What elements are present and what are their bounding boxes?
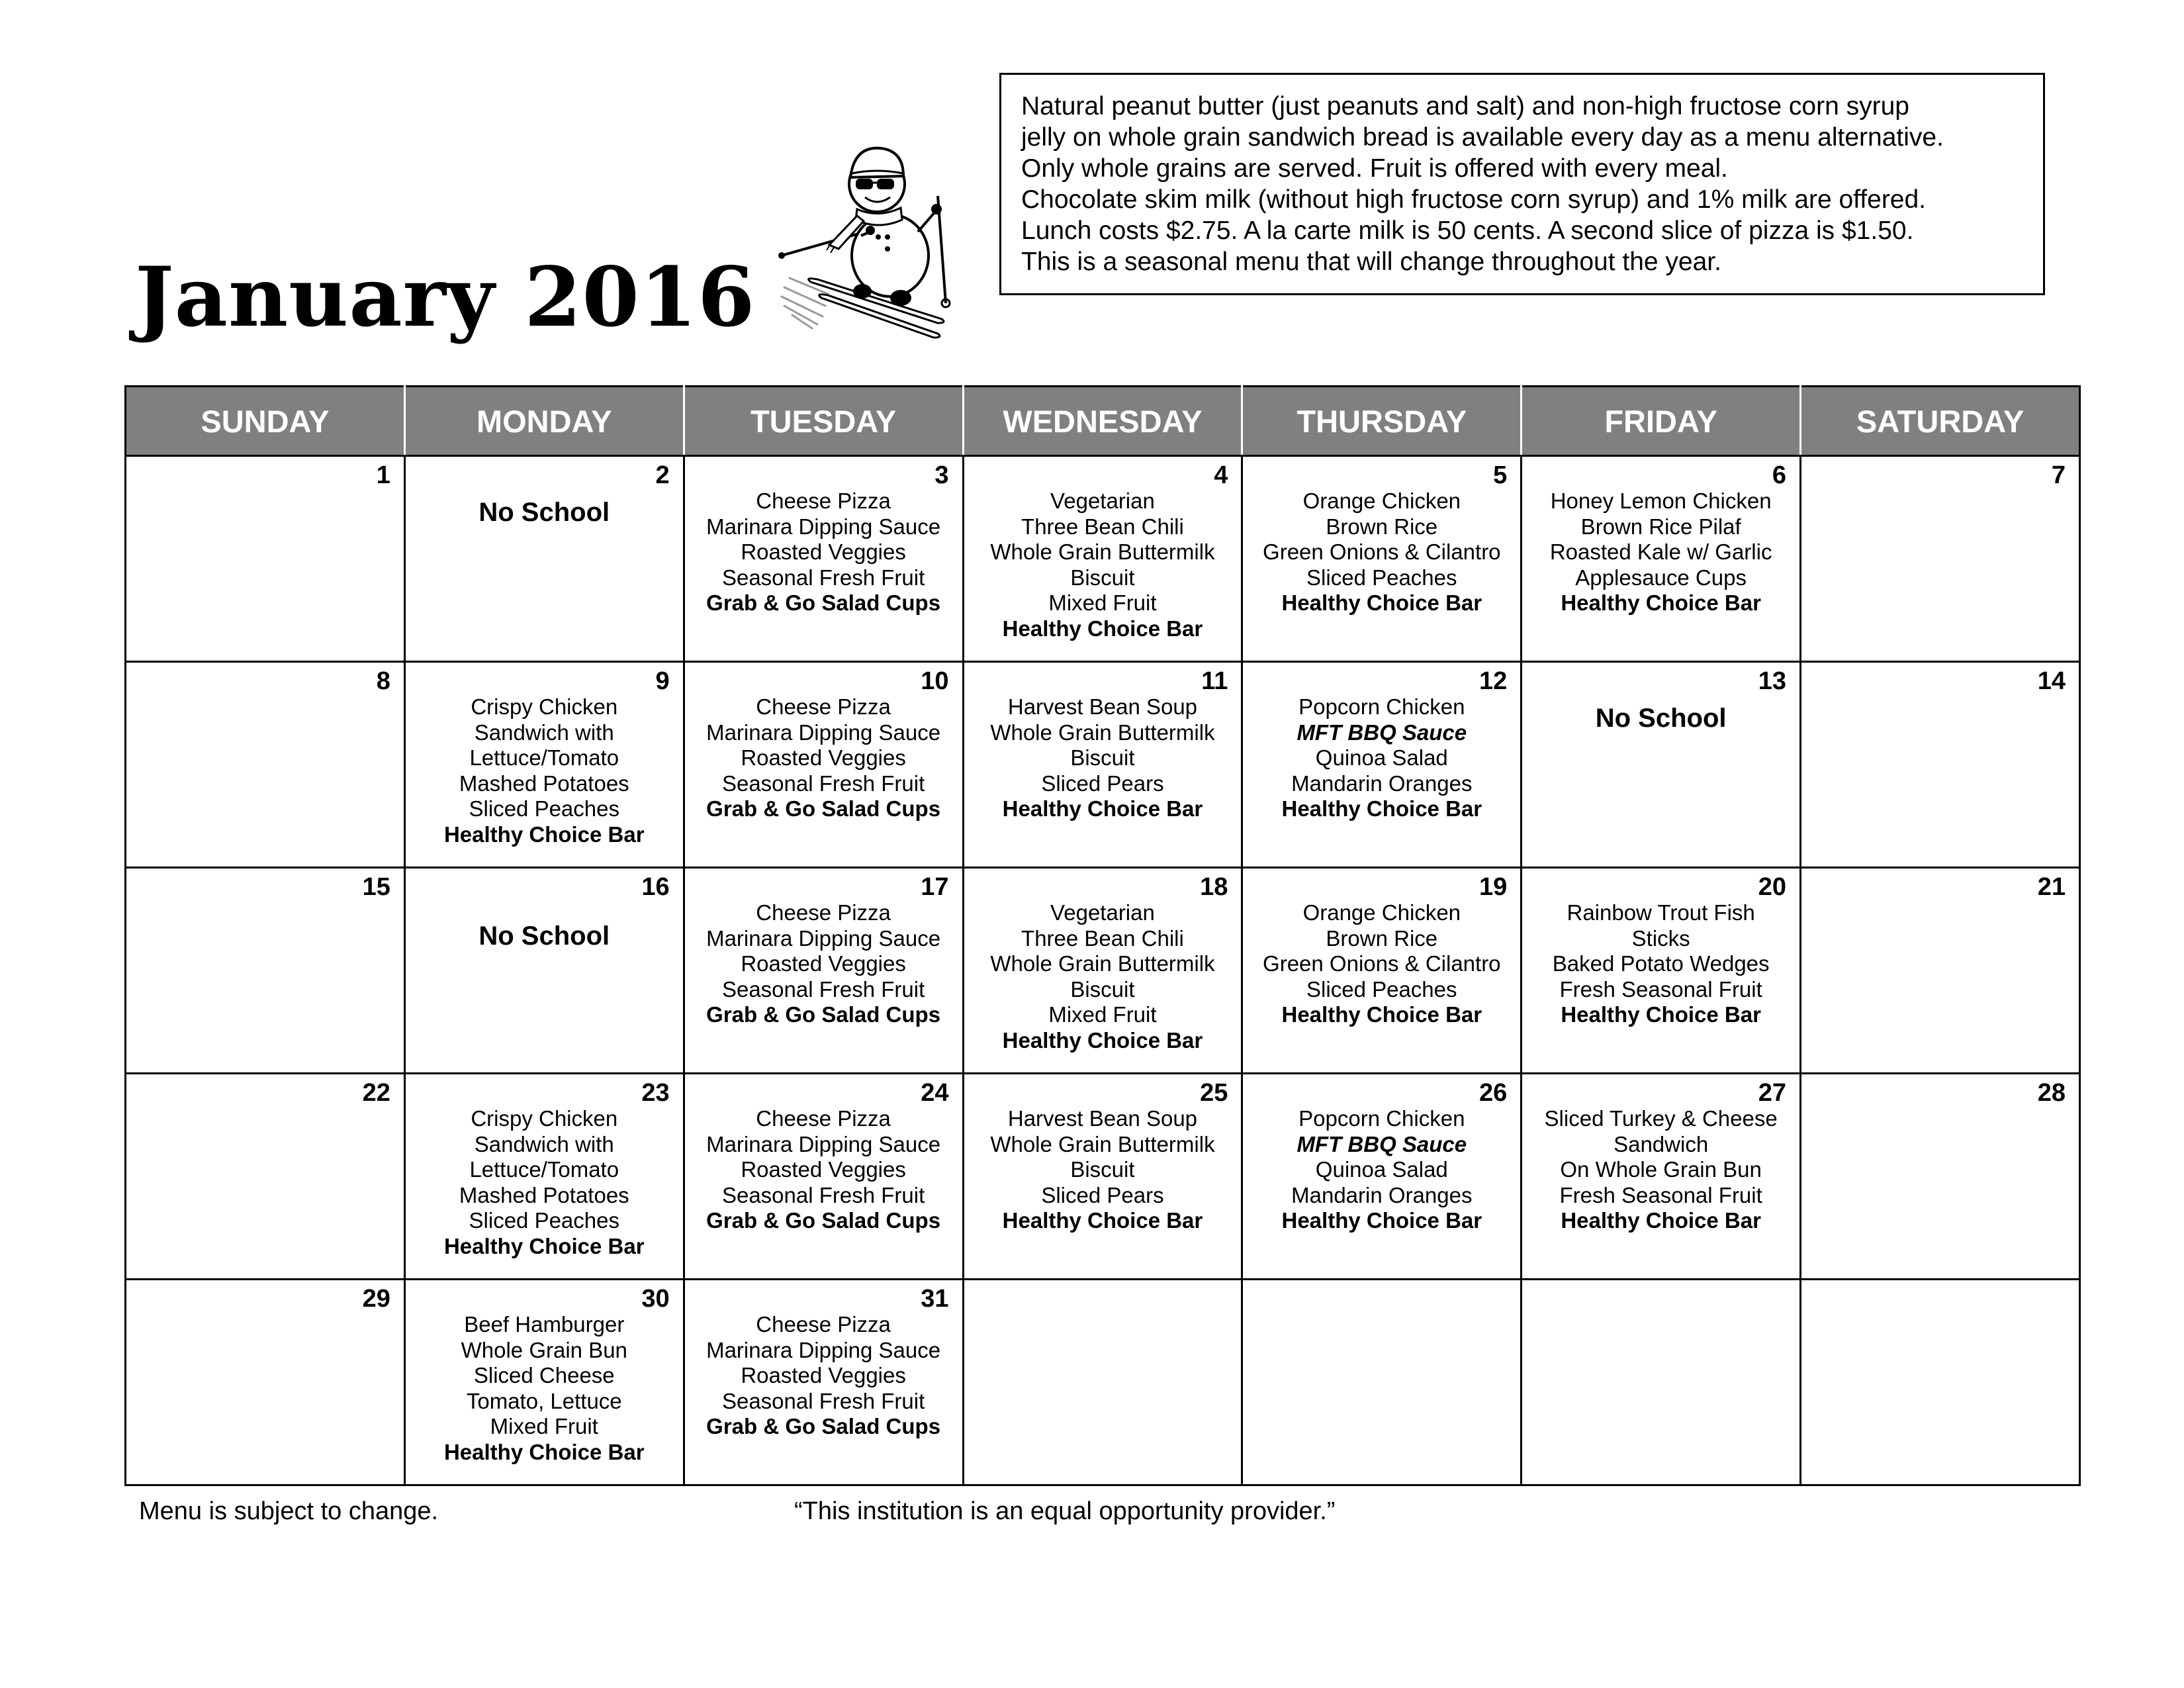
notice-line: This is a seasonal menu that will change throughout the year.	[1021, 248, 1721, 276]
day-number: 3	[934, 461, 949, 489]
calendar-day-cell	[126, 1280, 405, 1485]
calendar-day-cell	[1801, 868, 2080, 1074]
calendar-day-cell	[684, 456, 963, 662]
menu-item: Seasonal Fresh Fruit	[721, 771, 925, 796]
notice-line: Only whole grains are served. Fruit is offered with every meal.	[1021, 154, 1728, 183]
menu-item: Popcorn Chicken	[1298, 694, 1465, 719]
menu-item: Roasted Veggies	[741, 745, 906, 770]
calendar-week-row	[126, 662, 2080, 868]
weekday-header: TUESDAY	[684, 387, 963, 456]
day-number: 16	[641, 873, 670, 901]
notice-line: Natural peanut butter (just peanuts and salt) and non-high fructose corn syrup	[1021, 92, 1909, 120]
menu-item-list	[406, 1106, 683, 1259]
calendar-day-cell	[684, 1074, 963, 1280]
calendar-day-cell	[963, 868, 1242, 1074]
calendar-week-row	[126, 1280, 2080, 1485]
menu-item: Healthy Choice Bar	[443, 821, 645, 847]
day-number: 5	[1493, 461, 1508, 489]
day-number	[1243, 1280, 1520, 1312]
menu-item: Healthy Choice Bar	[1561, 590, 1761, 615]
menu-item-list	[685, 694, 962, 822]
day-number: 26	[1479, 1079, 1508, 1107]
menu-item: Mixed Fruit	[1048, 590, 1157, 615]
menu-item: Healthy Choice Bar	[1561, 1002, 1761, 1027]
menu-item: Roasted Veggies	[741, 1363, 906, 1387]
menu-item: Sliced Peaches	[469, 1208, 619, 1233]
weekday-header: MONDAY	[404, 387, 684, 456]
day-number: 11	[1201, 667, 1228, 695]
calendar-day-cell	[1242, 1280, 1522, 1485]
menu-item: Honey Lemon Chicken	[1550, 489, 1772, 513]
menu-item: Sandwich with	[474, 720, 614, 745]
menu-item-list	[1522, 1106, 1799, 1234]
menu-item: Cheese Pizza	[756, 1312, 891, 1336]
day-number: 20	[1758, 873, 1787, 901]
menu-item: Marinara Dipping Sauce	[706, 1337, 941, 1362]
footer-equal-opportunity: “This institution is an equal opportunity provider.”	[794, 1497, 1336, 1525]
calendar-day-cell	[1522, 1074, 1801, 1280]
menu-item: Sandwich	[1614, 1131, 1709, 1156]
menu-item-list	[406, 1312, 683, 1465]
menu-item: Lettuce/Tomato	[469, 1157, 619, 1182]
menu-item: Biscuit	[1070, 745, 1135, 770]
weekday-header: SATURDAY	[1801, 387, 2080, 456]
menu-item: Healthy Choice Bar	[1002, 616, 1203, 641]
menu-item: Biscuit	[1070, 1157, 1135, 1182]
calendar-day-cell	[1242, 456, 1522, 662]
menu-item: Whole Grain Bun	[461, 1337, 627, 1362]
day-number: 2	[655, 461, 670, 489]
menu-item: Healthy Choice Bar	[1281, 1002, 1482, 1027]
menu-item-list	[406, 694, 683, 847]
menu-item: Mixed Fruit	[490, 1414, 598, 1438]
menu-item: Sliced Turkey & Cheese	[1544, 1106, 1778, 1131]
day-number	[1801, 1280, 2079, 1312]
day-number: 17	[921, 873, 949, 901]
day-number: 1	[376, 461, 390, 489]
calendar-week-row	[126, 456, 2080, 662]
menu-item: Harvest Bean Soup	[1007, 694, 1198, 719]
day-number: 4	[1214, 461, 1228, 489]
day-number: 19	[1479, 873, 1508, 901]
menu-item: Quinoa Salad	[1315, 745, 1448, 770]
day-number: 22	[362, 1079, 390, 1107]
menu-notice-box	[999, 73, 2045, 295]
day-number: 12	[1479, 667, 1508, 695]
menu-item: Biscuit	[1070, 976, 1135, 1002]
day-number: 15	[362, 873, 390, 901]
calendar-day-cell	[126, 1074, 405, 1280]
day-number: 27	[1758, 1079, 1787, 1107]
menu-item-list	[685, 489, 962, 616]
menu-item: Marinara Dipping Sauce	[706, 514, 941, 539]
calendar-week-row	[126, 1074, 2080, 1280]
day-number: 21	[2037, 873, 2066, 901]
menu-item: Seasonal Fresh Fruit	[721, 976, 925, 1002]
day-number: 8	[376, 667, 390, 695]
menu-item: Applesauce Cups	[1575, 565, 1747, 590]
calendar-day-cell	[1242, 1074, 1522, 1280]
calendar-day-cell	[404, 1280, 684, 1485]
calendar-day-cell	[963, 1280, 1242, 1485]
menu-item: Crispy Chicken	[471, 694, 618, 719]
menu-item-list	[1243, 489, 1520, 616]
calendar-day-cell	[126, 662, 405, 868]
menu-calendar	[124, 385, 2081, 1486]
weekday-header: SUNDAY	[126, 387, 405, 456]
calendar-day-cell	[1801, 1074, 2080, 1280]
menu-item: Quinoa Salad	[1315, 1157, 1448, 1182]
calendar-day-cell	[404, 868, 684, 1074]
menu-item: Whole Grain Buttermilk	[990, 1131, 1215, 1156]
menu-item: Brown Rice Pilaf	[1580, 514, 1741, 539]
day-number: 9	[655, 667, 670, 695]
menu-item: Healthy Choice Bar	[443, 1439, 645, 1464]
menu-item: Grab & Go Salad Cups	[706, 590, 941, 615]
menu-item: MFT BBQ Sauce	[1297, 1131, 1467, 1156]
menu-item: Brown Rice	[1326, 514, 1438, 539]
menu-item: Grab & Go Salad Cups	[706, 1414, 941, 1438]
day-number: 13	[1758, 667, 1787, 695]
menu-item-list	[685, 1312, 962, 1440]
menu-item: Sticks	[1631, 925, 1690, 951]
calendar-week-row	[126, 868, 2080, 1074]
menu-item-list	[1243, 1106, 1520, 1234]
calendar-day-cell	[684, 1280, 963, 1485]
menu-item-list	[964, 489, 1242, 641]
day-number	[1522, 1280, 1799, 1312]
menu-item: Sliced Cheese	[473, 1363, 615, 1387]
calendar-day-cell	[404, 662, 684, 868]
day-number: 6	[1772, 461, 1787, 489]
day-number: 29	[362, 1285, 390, 1313]
menu-item: Three Bean Chili	[1021, 925, 1184, 951]
menu-item: Fresh Seasonal Fruit	[1559, 1182, 1762, 1207]
menu-item: Brown Rice	[1326, 925, 1438, 951]
menu-item-list	[964, 900, 1242, 1053]
calendar-day-cell	[404, 1074, 684, 1280]
menu-item: Lettuce/Tomato	[469, 745, 619, 770]
menu-item: Mandarin Oranges	[1291, 1182, 1473, 1207]
menu-item: Cheese Pizza	[756, 1106, 891, 1131]
menu-item: Grab & Go Salad Cups	[706, 796, 941, 821]
calendar-day-cell	[963, 662, 1242, 868]
menu-item: Tomato, Lettuce	[466, 1388, 622, 1413]
menu-item: Rainbow Trout Fish	[1567, 900, 1755, 925]
calendar-day-cell	[1522, 456, 1801, 662]
day-number: 14	[2037, 667, 2066, 695]
day-number: 28	[2037, 1079, 2066, 1107]
menu-item-list	[685, 1106, 962, 1234]
day-number: 30	[641, 1285, 670, 1313]
menu-item: Cheese Pizza	[756, 489, 891, 513]
calendar-day-cell	[1242, 662, 1522, 868]
day-number: 24	[921, 1079, 949, 1107]
menu-item: Marinara Dipping Sauce	[706, 925, 941, 951]
calendar-weeks	[126, 456, 2080, 1485]
no-school-label: No School	[478, 498, 610, 527]
menu-item: MFT BBQ Sauce	[1297, 720, 1467, 745]
menu-item: Grab & Go Salad Cups	[706, 1208, 941, 1233]
menu-item: Sliced Peaches	[1306, 976, 1457, 1002]
page-title: January 2016	[135, 250, 756, 346]
weekday-header: WEDNESDAY	[963, 387, 1242, 456]
calendar-day-cell	[1801, 456, 2080, 662]
calendar-day-cell	[126, 456, 405, 662]
menu-item: Sandwich with	[474, 1131, 614, 1156]
day-number: 10	[921, 667, 949, 695]
calendar-day-cell	[404, 456, 684, 662]
day-number: 18	[1200, 873, 1228, 901]
calendar-day-cell	[126, 868, 405, 1074]
calendar-day-cell	[684, 868, 963, 1074]
menu-item: Three Bean Chili	[1021, 514, 1184, 539]
menu-item: Sliced Pears	[1041, 1182, 1164, 1207]
menu-item-list	[1243, 694, 1520, 822]
calendar-day-cell	[1801, 662, 2080, 868]
menu-item: Whole Grain Buttermilk	[990, 539, 1215, 564]
menu-item-list	[1522, 489, 1799, 616]
menu-item: Whole Grain Buttermilk	[990, 951, 1215, 976]
menu-item: Sliced Pears	[1041, 771, 1164, 796]
menu-item: Orange Chicken	[1302, 489, 1461, 513]
weekday-header-row	[126, 387, 2080, 456]
menu-item: Harvest Bean Soup	[1007, 1106, 1198, 1131]
menu-item: Baked Potato Wedges	[1552, 951, 1770, 976]
menu-item: Green Onions & Cilantro	[1263, 951, 1501, 976]
menu-item: Healthy Choice Bar	[443, 1233, 645, 1258]
menu-item: Marinara Dipping Sauce	[706, 1131, 941, 1156]
menu-item: Vegetarian	[1050, 489, 1155, 513]
menu-item-list	[1243, 900, 1520, 1028]
menu-item: Mashed Potatoes	[459, 1182, 629, 1207]
menu-item: Healthy Choice Bar	[1281, 796, 1482, 821]
menu-item: Whole Grain Buttermilk	[990, 720, 1215, 745]
menu-item: Biscuit	[1070, 565, 1135, 590]
calendar-day-cell	[1801, 1280, 2080, 1485]
calendar-day-cell	[1522, 868, 1801, 1074]
menu-item: Healthy Choice Bar	[1281, 590, 1482, 615]
menu-item: Cheese Pizza	[756, 694, 891, 719]
menu-item: Green Onions & Cilantro	[1263, 539, 1501, 564]
menu-item: Seasonal Fresh Fruit	[721, 1182, 925, 1207]
day-number: 25	[1200, 1079, 1228, 1107]
menu-item: Healthy Choice Bar	[1002, 796, 1203, 821]
menu-item: Roasted Veggies	[741, 1157, 906, 1182]
menu-item-list	[685, 900, 962, 1028]
menu-item: Vegetarian	[1050, 900, 1155, 925]
menu-item: Healthy Choice Bar	[1561, 1208, 1761, 1233]
menu-item: Mixed Fruit	[1048, 1002, 1157, 1027]
calendar-day-cell	[963, 456, 1242, 662]
no-school-label: No School	[1595, 704, 1727, 733]
menu-item: Fresh Seasonal Fruit	[1559, 976, 1762, 1002]
skiing-snowman-icon	[764, 132, 963, 344]
notice-line: jelly on whole grain sandwich bread is available every day as a menu alternative.	[1021, 123, 1944, 152]
calendar-day-cell	[684, 662, 963, 868]
no-school-label: No School	[478, 921, 610, 951]
menu-item-list	[964, 694, 1242, 822]
menu-item-list	[1522, 900, 1799, 1028]
menu-item: Mashed Potatoes	[459, 771, 629, 796]
calendar-day-cell	[963, 1074, 1242, 1280]
menu-item: Marinara Dipping Sauce	[706, 720, 941, 745]
menu-item: Seasonal Fresh Fruit	[721, 565, 925, 590]
menu-item: Mandarin Oranges	[1291, 771, 1473, 796]
notice-line: Chocolate skim milk (without high fructose corn syrup) and 1% milk are offered.	[1021, 185, 1927, 214]
calendar-day-cell	[1522, 662, 1801, 868]
menu-item: Healthy Choice Bar	[1002, 1027, 1203, 1053]
menu-item: Roasted Veggies	[741, 539, 906, 564]
menu-item: Beef Hamburger	[464, 1312, 625, 1336]
menu-item: Sliced Peaches	[469, 796, 619, 821]
notice-line: Lunch costs $2.75. A la carte milk is 50 cents. A second slice of pizza is $1.50.	[1021, 216, 1914, 245]
day-number: 31	[921, 1285, 949, 1313]
menu-item: Crispy Chicken	[471, 1106, 618, 1131]
menu-item: Healthy Choice Bar	[1002, 1208, 1203, 1233]
menu-item-list	[964, 1106, 1242, 1234]
weekday-header: THURSDAY	[1242, 387, 1522, 456]
day-number: 23	[641, 1079, 670, 1107]
day-number: 7	[2051, 461, 2066, 489]
menu-item: Sliced Peaches	[1306, 565, 1457, 590]
menu-item: Roasted Kale w/ Garlic	[1549, 539, 1772, 564]
menu-item: Orange Chicken	[1302, 900, 1461, 925]
footer-disclaimer: Menu is subject to change.	[139, 1497, 439, 1525]
menu-item: Cheese Pizza	[756, 900, 891, 925]
menu-item: Roasted Veggies	[741, 951, 906, 976]
menu-item: Seasonal Fresh Fruit	[721, 1388, 925, 1413]
menu-item: Healthy Choice Bar	[1281, 1208, 1482, 1233]
menu-item: Popcorn Chicken	[1298, 1106, 1465, 1131]
calendar-day-cell	[1242, 868, 1522, 1074]
menu-item: On Whole Grain Bun	[1560, 1157, 1762, 1182]
day-number	[964, 1280, 1242, 1312]
calendar-day-cell	[1522, 1280, 1801, 1485]
menu-item: Grab & Go Salad Cups	[706, 1002, 941, 1027]
weekday-header: FRIDAY	[1522, 387, 1801, 456]
